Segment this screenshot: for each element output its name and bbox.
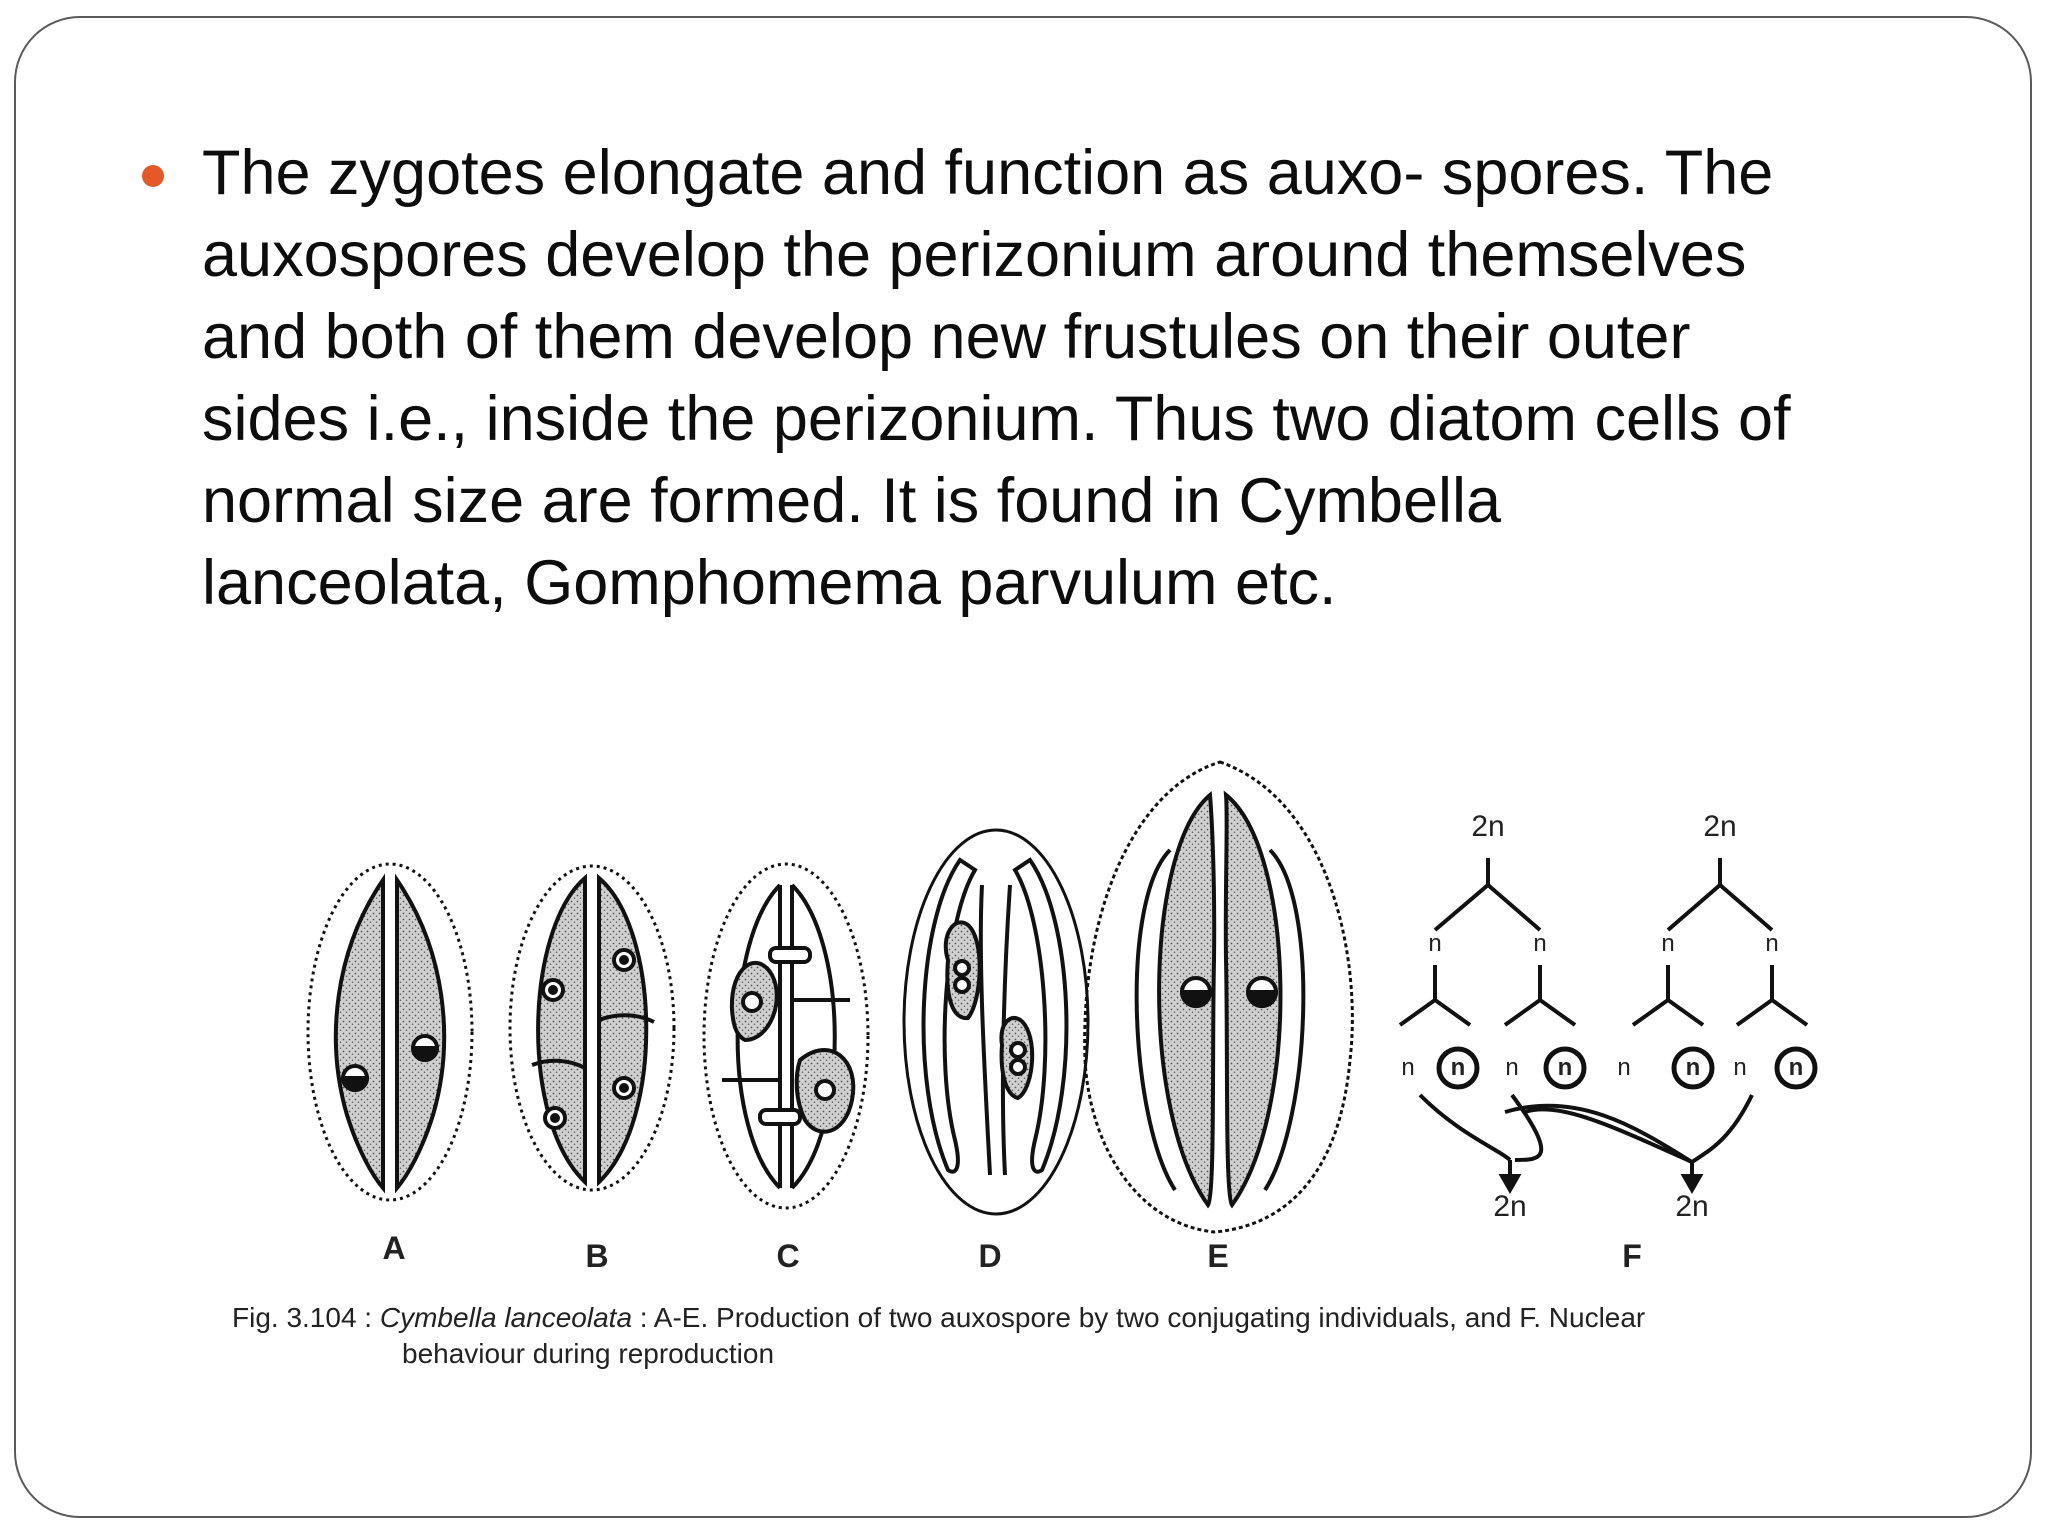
ploidy-bottom-left: 2n [1493, 1190, 1527, 1223]
label-d: D [978, 1238, 1002, 1274]
bullet-point [142, 132, 1962, 624]
caption-text-1: : A-E. Production of two auxospore by two conjugating individuals, and F. Nuclear [639, 1302, 1646, 1333]
caption-fig-number: Fig. 3.104 : [232, 1302, 373, 1333]
haploid-label: n [1765, 930, 1779, 957]
ploidy-top-right: 2n [1703, 810, 1737, 843]
ploidy-top-left: 2n [1471, 810, 1505, 843]
nucleus-label: n [1788, 1054, 1804, 1081]
haploid-label: n [1505, 1054, 1519, 1081]
nucleus-label: n [1685, 1054, 1701, 1081]
label-c: C [776, 1238, 800, 1274]
haploid-label: n [1401, 1054, 1415, 1081]
caption-species: Cymbella lanceolata [379, 1302, 633, 1333]
label-f: F [1622, 1238, 1642, 1274]
bullet-text: The zygotes elongate and function as auxo- spores. The auxospores develop the perizonium around themselves and both of them develop new frustules on their outer sides i.e., inside the perizonium. Thus two diatom cells of normal size are formed. It is found in Cymbella lanceolata, Gomphomema parvulum etc. [202, 138, 1791, 618]
haploid-label: n [1617, 1054, 1631, 1081]
ploidy-bottom-right: 2n [1675, 1190, 1709, 1223]
label-a: A [382, 1230, 406, 1266]
nucleus-label: n [1450, 1054, 1466, 1081]
haploid-label: n [1533, 930, 1547, 957]
caption-text-2: behaviour during reproduction [402, 1338, 775, 1369]
label-b: B [585, 1238, 609, 1274]
haploid-label: n [1428, 930, 1442, 957]
haploid-label: n [1661, 930, 1675, 957]
nucleus-label: n [1557, 1054, 1573, 1081]
label-e: E [1207, 1238, 1229, 1274]
bullet-dot-icon [142, 165, 164, 187]
haploid-label: n [1733, 1054, 1747, 1081]
